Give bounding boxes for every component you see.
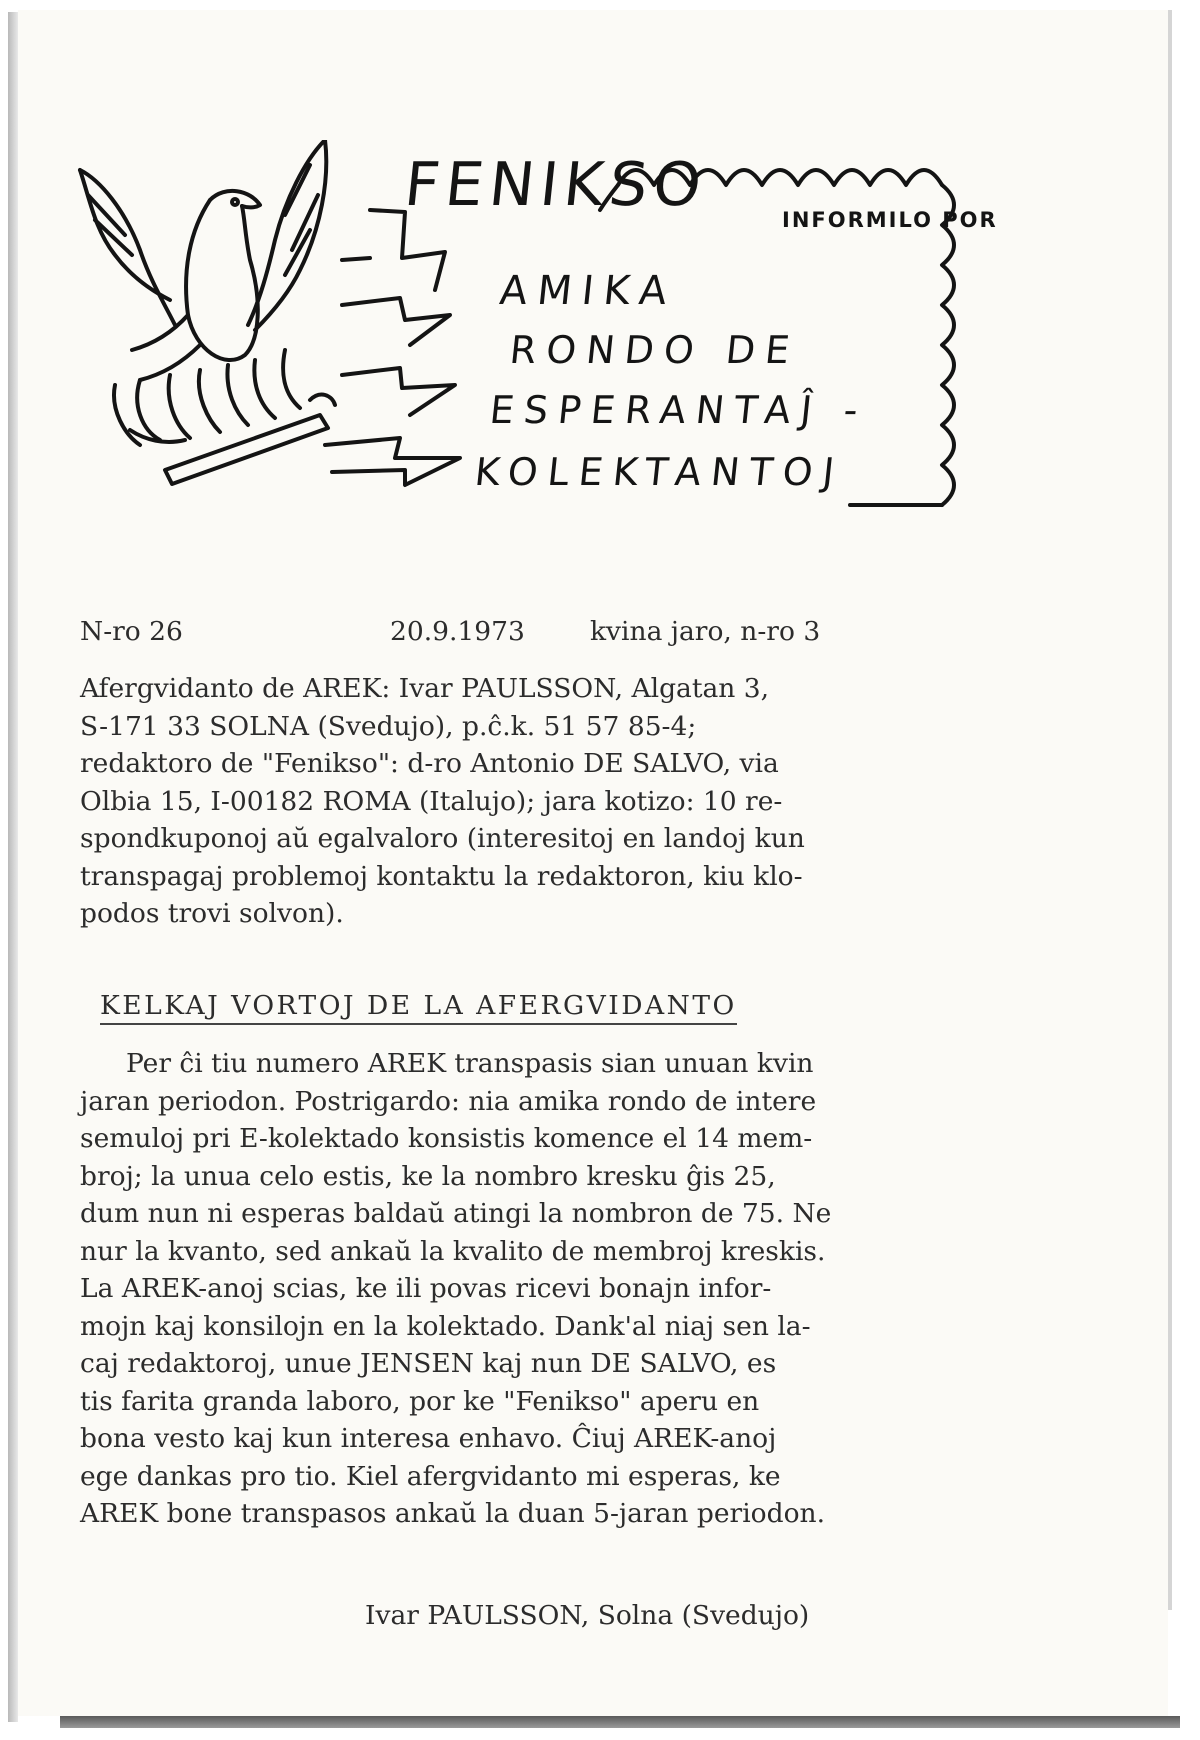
masthead-line-4: KOLEKTANTOJ [472,450,847,494]
section-heading: KELKAJ VORTOJ DE LA AFERGVIDANTO [100,990,737,1025]
body-line: tis farita granda laboro, por ke "Fenikso" aperu en [80,1385,760,1417]
page-right-edge [1168,10,1172,1610]
address-line: transpagaj problemoj kontaktu la redaktoron, kiu klo- [80,860,803,892]
body-text [80,1045,1060,1533]
body-line: bona vesto kaj kun interesa enhavo. Ĉiuj AREK-anoj [80,1423,777,1454]
arrow-marks [325,210,460,485]
masthead-line-2: RONDO DE [507,328,802,372]
body-line: Per ĉi tiu numero AREK transpasis sian unuan kvin [126,1048,814,1079]
body-line: jaran periodon. Postrigardo: nia amika rondo de intere [80,1085,817,1117]
body-line: AREK bone transpasos ankaŭ la duan 5-jaran periodon. [80,1498,826,1529]
issue-line [80,616,1060,656]
page-left-edge [8,12,18,1722]
phoenix-logo-icon [80,140,335,484]
masthead-tagline: INFORMILO POR [782,208,998,232]
address-line: Afergvidanto de AREK: Ivar PAULSSON, Algatan 3, [80,673,770,704]
body-line: semuloj pri E-kolektado konsistis komence el 14 mem- [80,1123,813,1154]
page-bottom-edge [60,1716,1180,1728]
issue-number: N-ro 26 [80,616,183,647]
body-line: ege dankas pro tio. Kiel afergvidanto mi esperas, ke [80,1460,781,1492]
body-line: caj redaktoroj, unue JENSEN kaj nun DE SALVO, es [80,1348,777,1379]
address-block [80,670,1060,933]
issue-volume: kvina jaro, n-ro 3 [590,616,821,647]
address-line: redaktoro de "Fenikso": d-ro Antonio DE SALVO, via [80,748,779,779]
address-line: Olbia 15, I-00182 ROMA (Italujo); jara kotizo: 10 re- [80,785,783,817]
body-line: dum nun ni esperas baldaŭ atingi la nombron de 75. Ne [80,1198,832,1229]
signature: Ivar PAULSSON, Solna (Svedujo) [365,1600,810,1631]
masthead-title: FENIKSO [401,150,711,220]
body-line: broj; la unua celo estis, ke la nombro kresku ĝis 25, [80,1160,776,1192]
masthead-line-1: AMIKA [497,268,679,314]
address-line: S-171 33 SOLNA (Svedujo), p.ĉ.k. 51 57 85-4; [80,710,697,742]
body-line: nur la kvanto, sed ankaŭ la kvalito de membroj kreskis. [80,1235,826,1267]
issue-date: 20.9.1973 [390,616,525,647]
address-line: podos trovi solvon). [80,898,344,929]
masthead [70,140,1060,560]
masthead-line-3: ESPERANTAĴ - [487,388,870,432]
address-line: spondkuponoj aŭ egalvaloro (interesitoj en landoj kun [80,823,805,854]
body-line: La AREK-anoj scias, ke ili povas ricevi bonajn infor- [80,1273,772,1304]
body-line: mojn kaj konsilojn en la kolektado. Dank'al niaj sen la- [80,1310,811,1342]
